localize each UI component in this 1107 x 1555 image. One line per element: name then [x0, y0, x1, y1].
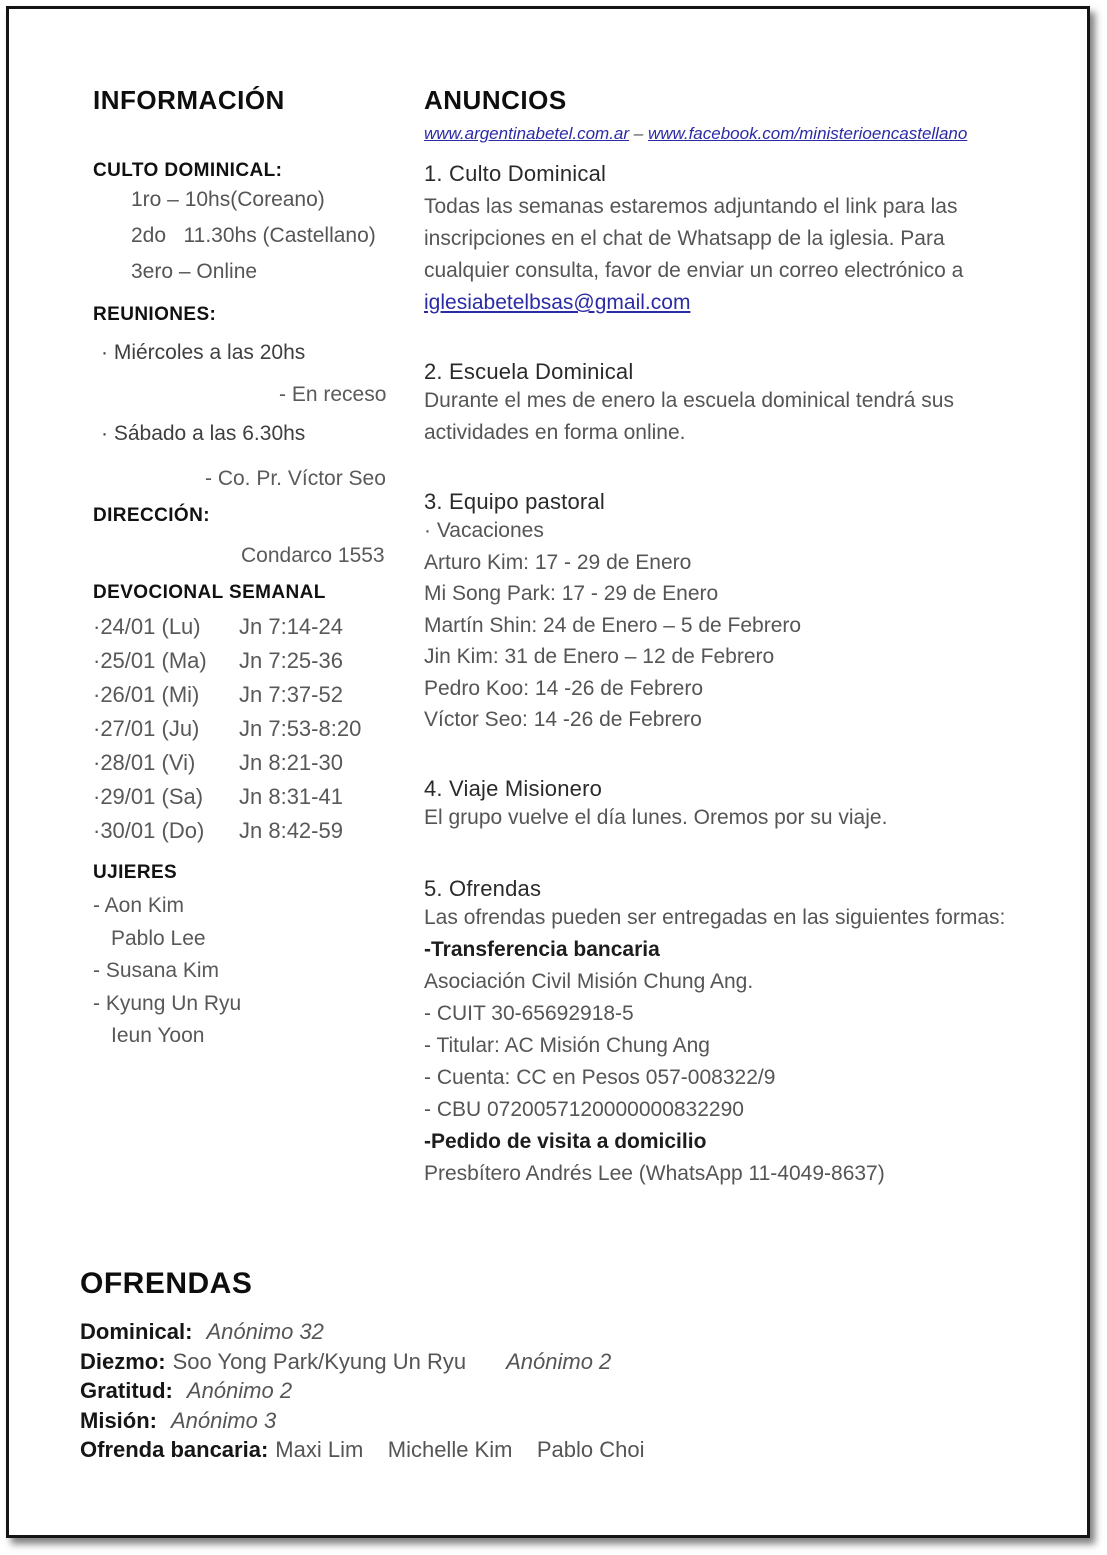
ofrendas-title: OFRENDAS: [80, 1267, 253, 1300]
section-4-body: El grupo vuelve el día lunes. Oremos por su viaje.: [424, 805, 888, 829]
reuniones-sabado: · Sábado a las 6.30hs: [101, 422, 306, 445]
ofrendas-label: Misión:: [80, 1407, 157, 1433]
devocional-ref: Jn 8:31-41: [239, 784, 343, 809]
transferencia-line: Asociación Civil Misión Chung Ang.: [424, 969, 754, 993]
devocional-row: [93, 780, 423, 814]
email-line: [424, 287, 1018, 321]
ujieres-list: [93, 890, 423, 1053]
transferencia-line: - Cuenta: CC en Pesos 057-008322/9: [424, 1065, 776, 1089]
reuniones-heading: REUNIONES:: [93, 304, 217, 325]
devocional-heading: DEVOCIONAL SEMANAL: [93, 582, 326, 603]
vacaciones-line: Mi Song Park: 17 - 29 de Enero: [424, 582, 719, 605]
ofrendas-label: Dominical:: [80, 1319, 193, 1344]
ofrendas-value-italic: Anónimo 2: [506, 1348, 612, 1374]
vacaciones-line: Pedro Koo: 14 -26 de Febrero: [424, 676, 704, 700]
vacaciones-line: Arturo Kim: 17 - 29 de Enero: [424, 550, 692, 574]
culto-item: 3ero – Online: [131, 260, 258, 283]
transferencia-line: - CBU 0720057120000000832290: [424, 1097, 744, 1121]
culto-dominical-list: [131, 182, 423, 290]
section-5-title: 5. Ofrendas: [424, 875, 542, 901]
reuniones-receso: - En receso: [279, 383, 387, 406]
devocional-date: ·29/01 (Sa): [93, 784, 204, 809]
direccion-value: Condarco 1553: [241, 544, 385, 567]
ofrendas-row: [80, 1347, 1040, 1377]
ofrendas-value-italic: Anónimo 32: [206, 1319, 324, 1344]
devocional-ref: Jn 7:37-52: [239, 682, 343, 707]
info-column: [93, 85, 423, 1053]
devocional-row: [93, 610, 423, 644]
reuniones-victor-seo: - Co. Pr. Víctor Seo: [205, 467, 386, 490]
culto-item: 2do 11.30hs (Castellano): [131, 224, 376, 247]
ujieres-heading: UJIERES: [93, 862, 178, 883]
transferencia-line: - CUIT 30-65692918-5: [424, 1001, 634, 1025]
pedido-visita-heading: -Pedido de visita a domicilio: [424, 1129, 707, 1153]
link-facebook-ministerio[interactable]: www.facebook.com/ministerioencastellano: [647, 124, 968, 143]
ujieres-item: - Aon Kim: [93, 894, 185, 917]
section-5-intro: Las ofrendas pueden ser entregadas en las siguientes formas:: [424, 905, 1006, 929]
anuncios-column: [424, 85, 1018, 1190]
devocional-row: [93, 814, 423, 848]
info-title: INFORMACIÓN: [93, 85, 285, 115]
section-2-body: Durante el mes de enero la escuela dominical tendrá sus actividades en forma online.: [424, 389, 960, 444]
culto-dominical-heading: CULTO DOMINICAL:: [93, 160, 283, 181]
ofrendas-row: [80, 1406, 1040, 1436]
devocional-row: [93, 746, 423, 780]
vacaciones-line: Víctor Seo: 14 -26 de Febrero: [424, 708, 702, 731]
reuniones-miercoles: · Miércoles a las 20hs: [101, 341, 306, 364]
ofrendas-row: [80, 1376, 1040, 1406]
direccion-heading: DIRECCIÓN:: [93, 505, 210, 526]
section-3-title: 3. Equipo pastoral: [424, 489, 605, 514]
vacaciones-line: Martín Shin: 24 de Enero – 5 de Febrero: [424, 613, 802, 637]
section-3-lines: [424, 515, 1018, 736]
ujieres-item: - Susana Kim: [93, 959, 220, 982]
devocional-ref: Jn 7:25-36: [239, 648, 343, 673]
section-1-body: Todas las semanas estaremos adjuntando el link para las inscripciones en el chat de Whatsapp de la iglesia. Para cualquier consulta, favor de enviar un correo electrónico a: [424, 195, 964, 282]
ofrendas-section: [80, 1267, 1040, 1465]
ofrendas-label: Ofrenda bancaria:: [80, 1437, 269, 1462]
devocional-row: [93, 712, 423, 746]
vacaciones-line: · Vacaciones: [424, 519, 544, 542]
ofrendas-rows: [80, 1317, 1040, 1465]
ofrendas-value-italic: Anónimo 3: [171, 1407, 277, 1433]
presbitero-line: Presbítero Andrés Lee (WhatsApp 11-4049-8637): [424, 1161, 885, 1185]
ofrendas-row: [80, 1317, 1040, 1347]
ofrendas-value-italic: Anónimo 2: [186, 1378, 293, 1403]
vacaciones-line: Jin Kim: 31 de Enero – 12 de Febrero: [424, 645, 775, 668]
devocional-ref: Jn 8:21-30: [239, 750, 343, 775]
devocional-date: ·27/01 (Ju): [93, 716, 200, 741]
email-link[interactable]: iglesiabetelbsas@gmail.com: [424, 291, 691, 314]
devocional-table: [93, 610, 423, 848]
transferencia-line: - Titular: AC Misión Chung Ang: [424, 1033, 710, 1057]
ujieres-item: Pablo Lee: [111, 926, 206, 950]
link-argentinabetel[interactable]: www.argentinabetel.com.ar: [424, 124, 630, 143]
transferencia-heading: -Transferencia bancaria: [424, 937, 660, 961]
ofrendas-value: Soo Yong Park/Kyung Un Ryu: [172, 1348, 467, 1374]
anuncios-title: ANUNCIOS: [424, 85, 567, 115]
devocional-date: ·25/01 (Ma): [93, 648, 207, 673]
devocional-ref: Jn 7:53-8:20: [239, 716, 362, 741]
devocional-row: [93, 644, 423, 678]
ofrendas-label: Diezmo:: [80, 1348, 166, 1374]
devocional-date: ·30/01 (Do): [93, 818, 205, 843]
devocional-date: ·28/01 (Vi): [93, 750, 196, 775]
ofrendas-label: Gratitud:: [80, 1378, 173, 1403]
section-2-title: 2. Escuela Dominical: [424, 359, 634, 384]
ujieres-item: Ieun Yoon: [111, 1024, 205, 1047]
section-1-title: 1. Culto Dominical: [424, 161, 607, 186]
bulletin-page: [6, 6, 1090, 1538]
devocional-row: [93, 678, 423, 712]
transferencia-lines: [424, 966, 1018, 1126]
ofrendas-value: Maxi Lim Michelle Kim Pablo Choi: [275, 1437, 645, 1462]
links-separator: –: [629, 124, 648, 143]
devocional-ref: Jn 7:14-24: [239, 614, 343, 639]
anuncios-links: [424, 124, 1018, 144]
section-4-title: 4. Viaje Misionero: [424, 775, 603, 801]
ofrendas-row: [80, 1435, 1040, 1465]
devocional-date: ·24/01 (Lu): [93, 614, 201, 639]
culto-item: 1ro – 10hs(Coreano): [131, 188, 325, 211]
ujieres-item: - Kyung Un Ryu: [93, 991, 242, 1015]
devocional-date: ·26/01 (Mi): [93, 682, 200, 707]
devocional-ref: Jn 8:42-59: [239, 818, 343, 843]
